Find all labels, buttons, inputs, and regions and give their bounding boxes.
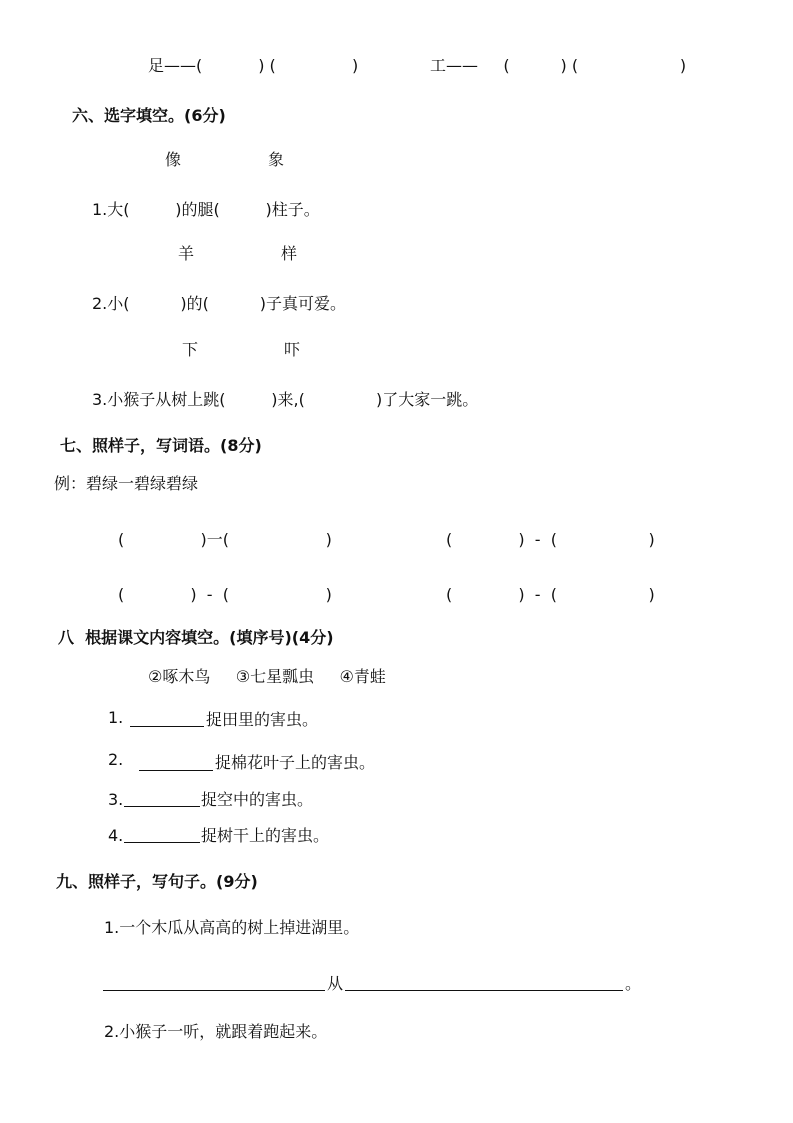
top-line-right: 工—— ( ) ( )	[430, 56, 687, 75]
section8-item2-num: 2.	[108, 750, 124, 769]
section8-item1-blank[interactable]	[130, 726, 204, 727]
section6-title: 六、选字填空。(6分)	[72, 106, 226, 125]
section8-item3-num: 3.	[108, 790, 124, 809]
section9-end-mark: 。	[625, 974, 642, 993]
section8-title: 八 根据课文内容填空。(填序号)(4分)	[58, 628, 334, 647]
section8-item4-text: 捉树干上的害虫。	[201, 826, 330, 845]
section8-item2-blank[interactable]	[139, 770, 213, 771]
section7-row1-left: ( )一( )	[118, 530, 332, 549]
section8-item4-num: 4.	[108, 826, 124, 845]
section6-g1-char1: 像	[165, 150, 182, 169]
section8-item3-blank[interactable]	[124, 806, 200, 807]
top-line-left: 足——( ) ( )	[148, 56, 359, 75]
section6-g3-char1: 下	[182, 340, 199, 359]
section6-g1-char2: 象	[268, 150, 285, 169]
section8-options: ②啄木鸟 ③七星瓢虫 ④青蛙	[148, 667, 386, 686]
section7-title: 七、照样子，写词语。(8分)	[60, 436, 262, 455]
section9-blank-left[interactable]	[103, 990, 325, 991]
section8-item2-text: 捉棉花叶子上的害虫。	[215, 753, 376, 772]
section9-sentence2: 2.小猴子一听，就跟着跑起来。	[104, 1022, 328, 1041]
section6-q2: 2.小( )的( )子真可爱。	[92, 294, 346, 313]
section8-item4-blank[interactable]	[124, 842, 200, 843]
section8-item1-text: 捉田里的害虫。	[206, 710, 319, 729]
section7-row1-right: ( ) - ( )	[446, 530, 655, 549]
section6-q3: 3.小猴子从树上跳( )来,( )了大家一跳。	[92, 390, 479, 409]
section8-item1-num: 1.	[108, 708, 124, 727]
section7-row2-right: ( ) - ( )	[446, 585, 655, 604]
section6-q1: 1.大( )的腿( )柱子。	[92, 200, 320, 219]
section7-example: 例：碧绿一碧绿碧绿	[54, 474, 199, 493]
section6-g2-char1: 羊	[178, 244, 195, 263]
section7-row2-left: ( ) - ( )	[118, 585, 332, 604]
section6-g2-char2: 样	[281, 244, 298, 263]
section9-blank-right[interactable]	[345, 990, 623, 991]
section8-item3-text: 捉空中的害虫。	[201, 790, 314, 809]
section9-sentence1: 1.一个木瓜从高高的树上掉进湖里。	[104, 918, 360, 937]
section9-title: 九、照样子，写句子。(9分)	[56, 872, 258, 891]
section9-connector: 从	[327, 974, 344, 993]
section6-g3-char2: 吓	[284, 340, 301, 359]
